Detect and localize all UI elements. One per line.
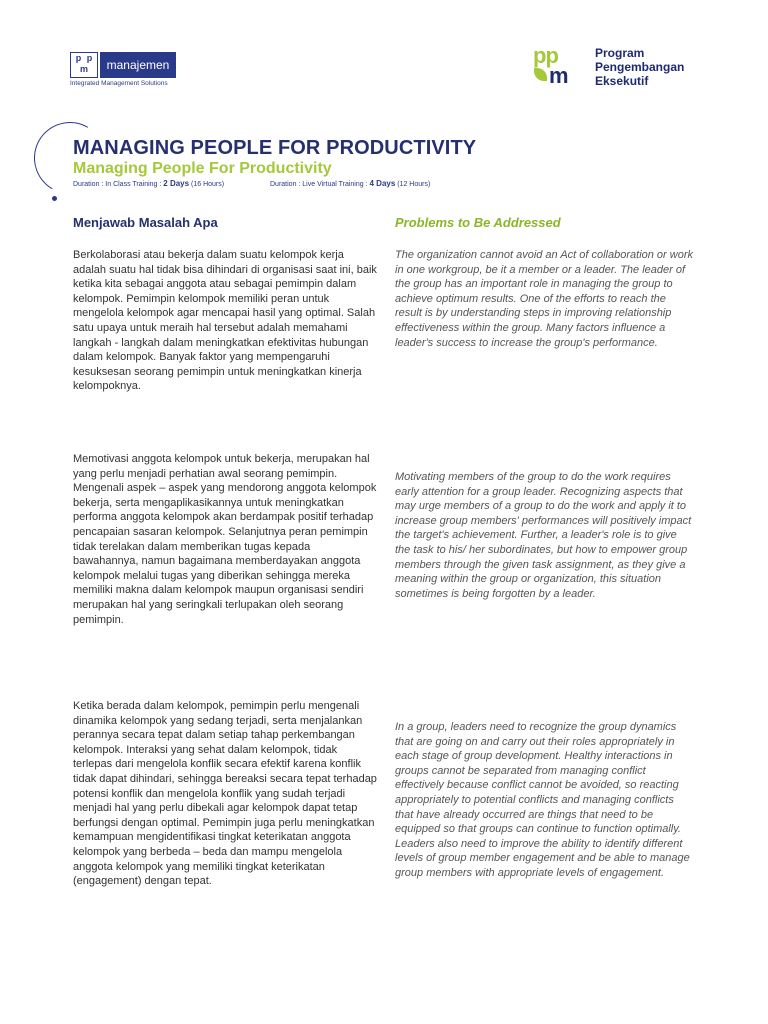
duration-in-class: [73, 179, 224, 188]
paragraph: Ketika berada dalam kelompok, pemimpin perlu mengenali dinamika kelompok yang sedang terjadi, serta menjalankan perannya secara tepat dalam setiap tahap perkembangan kelompok. Interaksi yang sehat dalam kelompok, tidak terlepas dari mengelola konflik secara efektif karena konflik tidak dapat dihindari, sehingga bereaksi secara tepat terhadap potensi konflik dan mengelola konflik yang sudah terjadi menjadi hal yang perlu dibekali agar kelompok dapat tetap berfungsi dengan optimal. Pemimpin juga perlu meningkatkan kemampuan mengidentifikasi tingkat keterikatan anggota kelompok yang berbeda – beda dan mampu mengelola anggota kelompok yang memiliki tingkat keterikatan (engagement) dengan tepat.: [73, 700, 377, 888]
duration-days: 4 Days: [369, 179, 396, 188]
ppm-mark: [70, 52, 98, 78]
duration-label: Duration : Live Virtual Training :: [270, 181, 368, 188]
page-subtitle: Managing People For Productivity: [73, 160, 332, 177]
logo-tagline: Integrated Management Solutions: [70, 80, 168, 87]
column-indonesian: [73, 215, 378, 889]
duration-label: Duration : In Class Training :: [73, 181, 162, 188]
ppm-program-logo: [533, 43, 703, 92]
section-heading: Menjawab Masalah Apa: [73, 215, 218, 230]
ppm-manajemen-logo: [70, 52, 180, 90]
program-name-line: Program: [595, 46, 645, 60]
program-name: [595, 46, 684, 88]
section-heading: Problems to Be Addressed: [395, 215, 561, 230]
paragraph: In a group, leaders need to recognize the group dynamics that are going on and carry out their roles appropriately in each stage of group development. Healthy interactions in groups cannot be separated from managing conflict effectively because conflict cannot be avoided, so reacting appropriately to potential conflicts and managing conflicts that have already occurred are things that need to be equipped so that groups can continue to function optimally. Leaders also need to improve the ability to identify different levels of group member engagement and be able to manage group members with appropriate levels of engagement.: [395, 721, 690, 879]
ppm-brand-mark: [533, 43, 568, 88]
logo-name: manajemen: [100, 52, 176, 78]
ppm-brand-bottom: m: [549, 63, 568, 88]
column-english: [395, 215, 695, 881]
paragraph: Memotivasi anggota kelompok untuk bekerja, merupakan hal yang perlu menjadi perhatian awal seorang pemimpin. Mengenali aspek – aspek yang mendorong anggota kelompok bekerja, serta mengaplikasikannya untuk meningkatkan performa anggota kelompok akan berdampak positif terhadap pencapaian sasaran kelompok. Selanjutnya peran pemimpin tidak terelakan dalam memberikan tugas kepada bawahannya, namun bagaimana memberdayakan anggota kelompok melalui tugas yang diberikan sehingga mereka memiliki makna dalam kelompok maupun organisasi sendiri merupakan hal yang seringkali terlupakan oleh seorang pemimpin.: [73, 453, 377, 626]
duration-live-virtual: [270, 179, 430, 188]
ppm-mark-letter: p: [86, 53, 93, 63]
decorative-dot: [52, 196, 57, 201]
page-title: MANAGING PEOPLE FOR PRODUCTIVITY: [73, 137, 477, 159]
ppm-mark-letter: p: [75, 53, 82, 63]
duration-hours: (12 Hours): [397, 181, 431, 188]
paragraph: The organization cannot avoid an Act of collaboration or work in one workgroup, be it a member or a leader. The leader of the group has an important role in managing the group to achieve optimum results. One of the efforts to reach the result is by understanding steps in improving relationship effectiveness within the group. Many factors influence a leader's success to increase the group's performance.: [395, 249, 693, 349]
paragraph: Motivating members of the group to do the work requires early attention for a group leader. Recognizing aspects that may urge members of a group to do the work and apply it to increase group members' performances will positively impact the target's achievement. Further, a leader's role is to give the task to his/ her subordinates, but how to empower group members through the given task assignment, as they give a meaning within the group or organization, this situation sometimes is being forgotten by a leader.: [395, 471, 692, 600]
paragraph: Berkolaborasi atau bekerja dalam suatu kelompok kerja adalah suatu hal tidak bisa dihindari di organisasi saat ini, baik ketika kita sebagai anggota atau sebagai pemimpin dalam kelompok. Pemimpin kelompok memiliki peran untuk mengelola kelompok agar mencapai hasil yang optimal. Salah satu upaya untuk meraih hal tersebut adalah memahami langkah - langkah dalam meningkatkan efektivitas hubungan dalam kelompok. Banyak faktor yang mempengaruhi kesuksesan seorang pemimpin untuk meningkatkan kinerja kelompoknya.: [73, 249, 377, 393]
duration-days: 2 Days: [163, 179, 190, 188]
duration-hours: (16 Hours): [191, 181, 225, 188]
program-name-line: Eksekutif: [595, 74, 649, 88]
program-name-line: Pengembangan: [595, 60, 685, 74]
ppm-brand-top: pp: [533, 43, 558, 68]
ppm-mark-letter: m: [79, 64, 88, 74]
